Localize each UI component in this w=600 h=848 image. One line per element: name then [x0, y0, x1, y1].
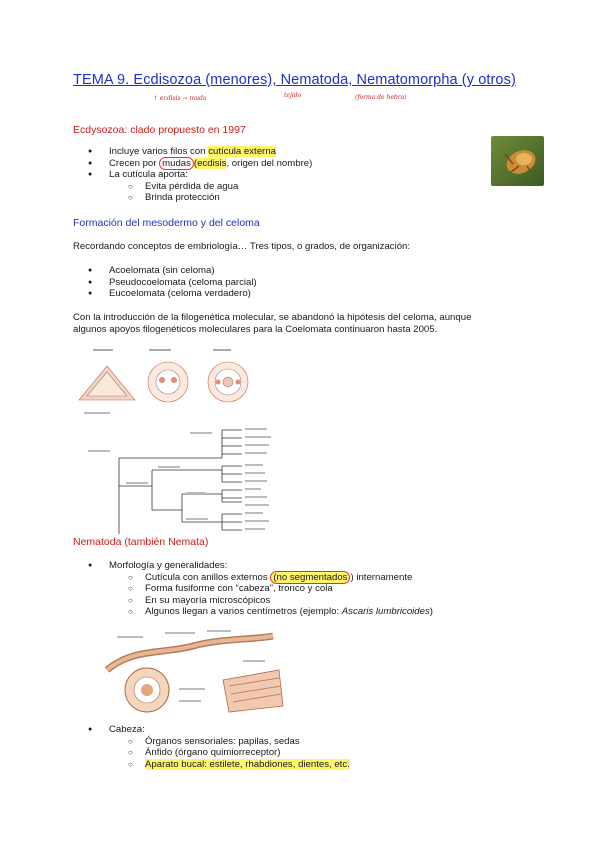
list-item: ● Incluye varios filos con cutícula externa — [73, 146, 312, 158]
paragraph-line-2: algunos apoyos filogenéticos moleculares para la Coelomata continuaron hasta 2005. — [73, 324, 438, 335]
paragraph-intro: Recordando conceptos de embriología… Tres tipos, o grados, de organización: — [73, 241, 411, 252]
list-item: ○ Ánfido (órgano quimiorreceptor) — [73, 747, 350, 759]
phylogenetic-tree-figure — [82, 410, 292, 538]
section-heading-mesodermo: Formación del mesodermo y del celoma — [73, 217, 260, 229]
list-item: ● Pseudocoelomata (celoma parcial) — [73, 277, 257, 289]
list-item: ○ Órganos sensoriales: papilas, sedas — [73, 736, 350, 748]
section-heading-ecdysozoa: Ecdysozoa: clado propuesto en 1997 — [73, 124, 246, 136]
nematoda-head-list — [73, 724, 350, 770]
page-title: TEMA 9. Ecdisozoa (menores), Nematoda, Nematomorpha (y otros) — [73, 72, 516, 88]
list-item: ● Eucoelomata (celoma verdadero) — [73, 288, 257, 300]
section-heading-nematoda: Nematoda (también Nemata) — [73, 536, 209, 548]
list-item: ○ Algunos llegan a varios centímetros (ejemplo: Ascaris lumbricoides) — [73, 606, 433, 618]
list-item: ○ En su mayoría microscópicos — [73, 595, 433, 607]
handwritten-note-tejido: tejido — [284, 92, 302, 99]
list-item: ○ Cutícula con anillos externos (no segmentados ) internamente — [73, 572, 433, 584]
cicada-molt-photo — [491, 136, 544, 186]
list-item: ○ Evita pérdida de agua — [73, 181, 312, 193]
list-item: ● Morfología y generalidades: — [73, 560, 433, 572]
nematode-anatomy-figure — [103, 630, 293, 714]
paragraph-line-1: Con la introducción de la filogenética molecular, se abandonó la hipótesis del celoma, aunque — [73, 312, 472, 323]
nematoda-morphology-list — [73, 560, 433, 618]
list-item: ○ Brinda protección — [73, 192, 312, 204]
organization-list — [73, 265, 257, 300]
list-item: ● Crecen por mudas (ecdisis, origen del nombre) — [73, 158, 312, 170]
list-item: ● La cutícula aporta: — [73, 169, 312, 181]
handwritten-note-hebra: (forma de hebra) — [355, 94, 407, 101]
list-item: ○ Forma fusiforme con “cabeza”, tronco y cola — [73, 583, 433, 595]
list-item: ● Acoelomata (sin celoma) — [73, 265, 257, 277]
ecdysozoa-list — [73, 146, 312, 204]
handwritten-note-ecdisis: ↑ ecdisis → muda — [153, 95, 207, 102]
list-item: ○ Aparato bucal: estilete, rhabdiones, dientes, etc. — [73, 759, 350, 771]
body-plan-figure — [73, 346, 258, 408]
list-item: ● Cabeza: — [73, 724, 350, 736]
